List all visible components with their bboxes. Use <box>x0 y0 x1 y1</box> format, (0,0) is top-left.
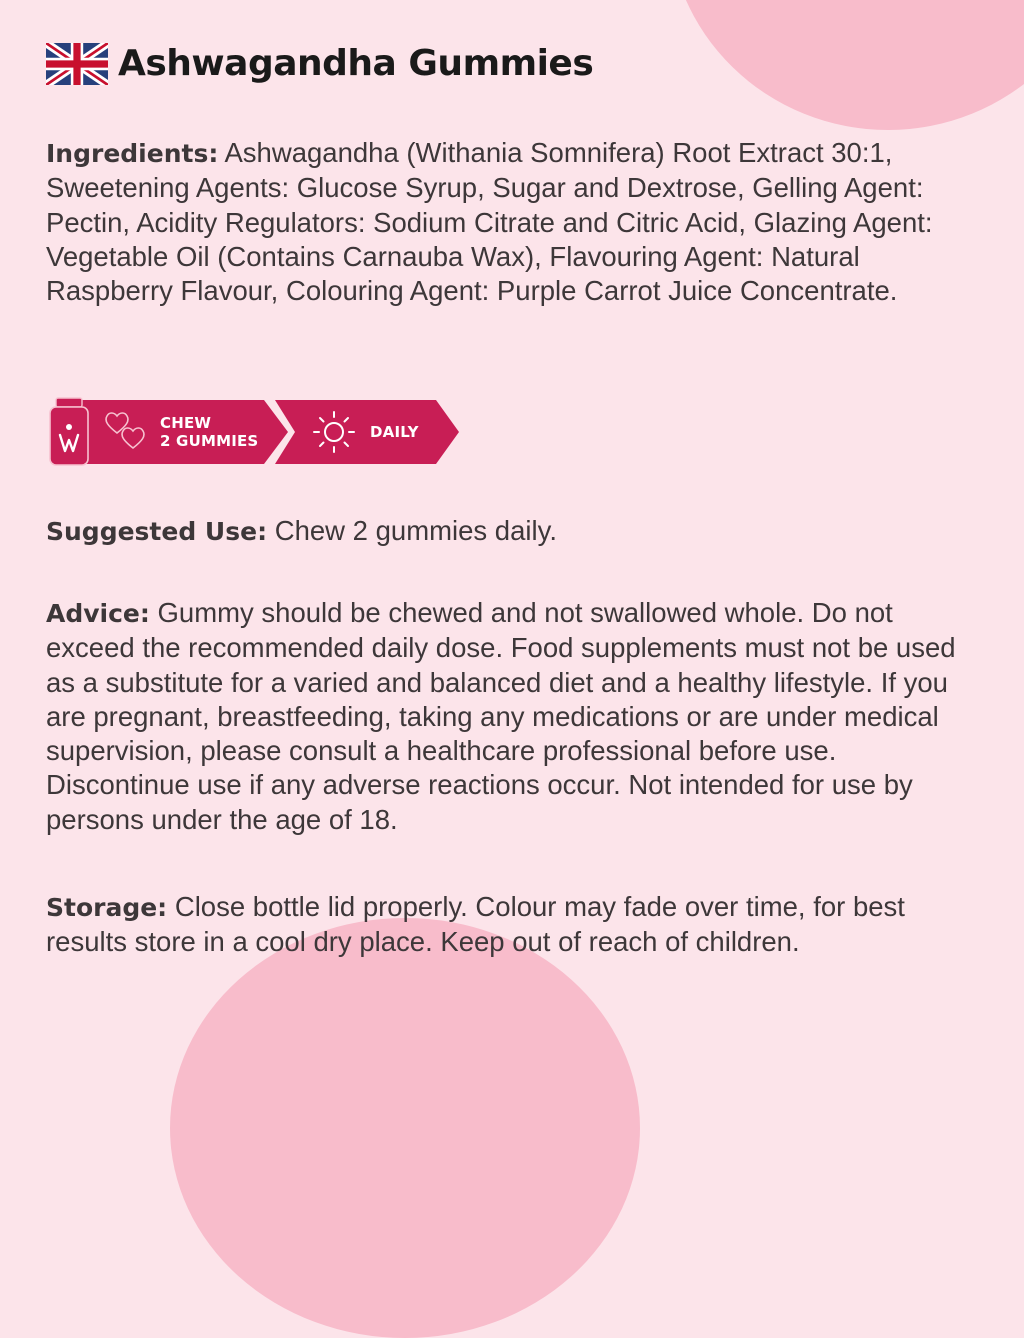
page-title: Ashwagandha Gummies <box>118 43 594 84</box>
suggested-use-label: Suggested Use: <box>46 517 268 546</box>
advice-paragraph <box>46 596 981 837</box>
storage-label: Storage: <box>46 893 168 922</box>
bottle-icon <box>50 398 88 465</box>
step-chew-line2: 2 GUMMIES <box>160 432 259 450</box>
decorative-blob-top <box>668 0 1024 130</box>
step-chew-line1: CHEW <box>160 414 212 432</box>
suggested-use-text: Chew 2 gummies daily. <box>267 515 557 546</box>
advice-label: Advice: <box>46 599 150 628</box>
ingredients-text: Ashwagandha (Withania Somnifera) Root Extract 30:1, Sweetening Agents: Glucose Syrup, Sugar and Dextrose, Gelling Agent: Pectin, Acidity Regulators: Sodium Citrate and Citric Acid, Glazing Agent: Vegetable Oil (Contains Carnauba Wax), Flavouring Agent: Natural Raspberry Flavour, Colouring Agent: Purple Carrot Juice Concentrate. <box>46 137 933 307</box>
advice-text: Gummy should be chewed and not swallowed whole. Do not exceed the recommended daily dose. Food supplements must not be used as a substitute for a varied and balanced diet and a healthy lifestyle. If you are pregnant, breastfeeding, taking any medications or are under medical supervision, please consult a healthcare professional before use. Discontinue use if any adverse reactions occur. Not intended for use by persons under the age of 18. <box>46 597 956 835</box>
step-chew-label <box>160 414 258 450</box>
title-row <box>46 40 593 88</box>
ingredients-paragraph <box>46 136 981 308</box>
suggested-use-paragraph <box>46 514 981 549</box>
storage-paragraph <box>46 890 981 960</box>
ingredients-label: Ingredients: <box>46 139 219 168</box>
decorative-blob-bottom <box>170 918 640 1338</box>
step-daily-label <box>370 423 419 441</box>
uk-flag-icon <box>46 43 108 85</box>
step-daily-text: DAILY <box>370 423 419 441</box>
storage-text: Close bottle lid properly. Colour may fade over time, for best results store in a cool dry place. Keep out of reach of children. <box>46 891 905 958</box>
